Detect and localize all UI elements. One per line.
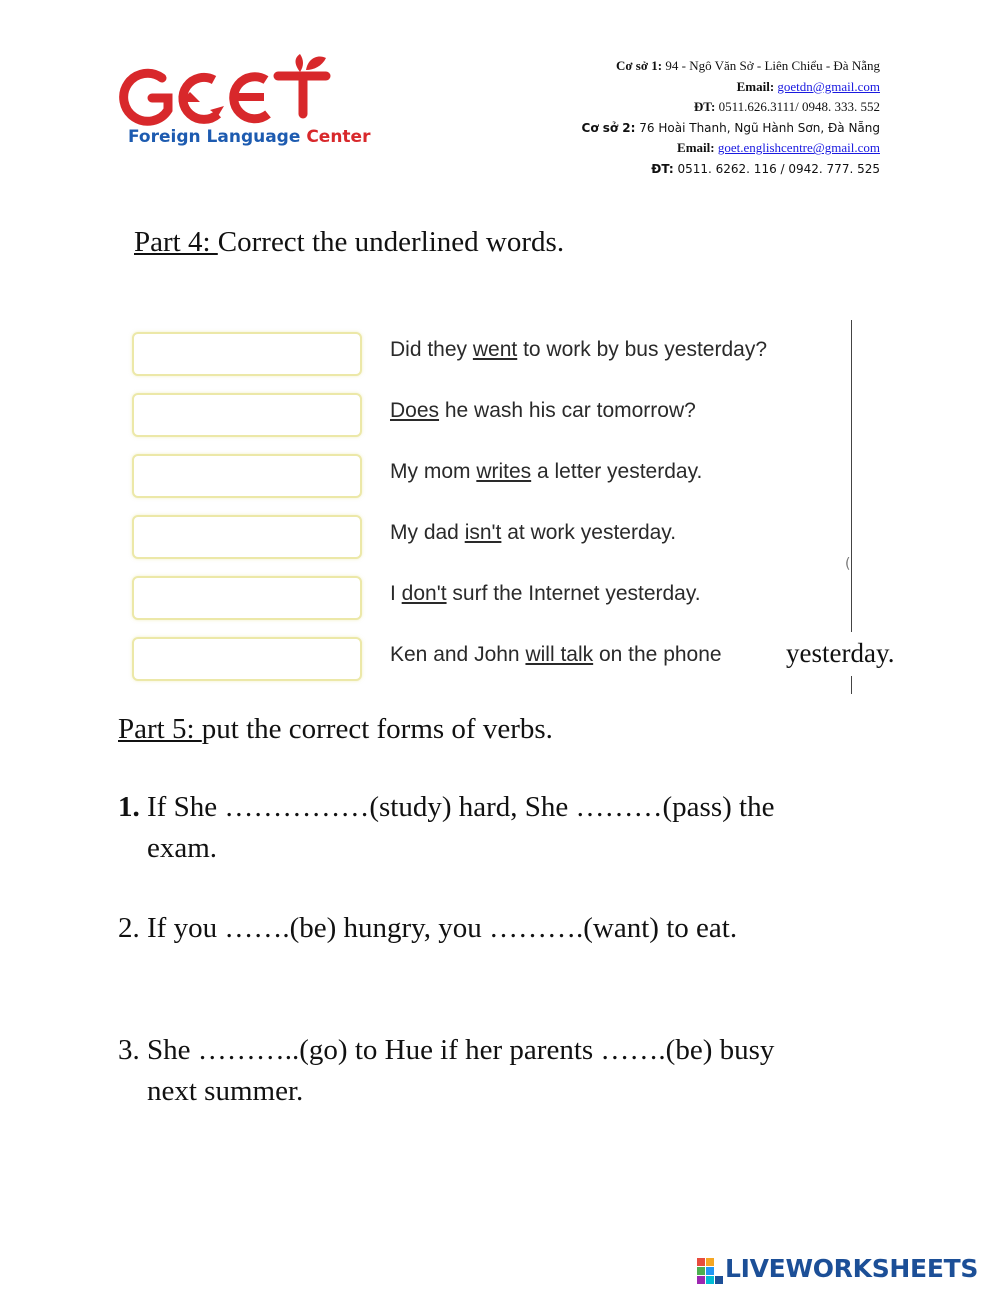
item-line-1: If She ……………(study) hard, She ………(pass) the — [147, 791, 775, 823]
logo-subtitle: Foreign Language Center — [128, 127, 371, 147]
exercise-row-4 — [130, 512, 850, 560]
answer-box-4[interactable] — [132, 515, 362, 559]
item-line-2: next summer. — [147, 1075, 304, 1107]
item-line-2: exam. — [147, 832, 218, 864]
verb-item-2 — [118, 908, 737, 949]
divider-line-bottom — [851, 676, 852, 694]
contact-line-6: ĐT: 0511. 6262. 116 / 0942. 777. 525 — [651, 161, 880, 176]
answer-box-1[interactable] — [132, 332, 362, 376]
sentence-6-tail: yesterday. — [786, 638, 895, 668]
sentence-3: My mom writes a letter yesterday. — [390, 460, 703, 483]
item-number: 1. — [118, 791, 140, 823]
contact-line-1: Cơ sở 1: 94 - Ngô Văn Sở - Liên Chiểu - Đà Nẵng — [615, 58, 880, 73]
answer-box-3[interactable] — [132, 454, 362, 498]
contact-line-2: Email: goetdn@gmail.com — [736, 78, 880, 94]
exercise-row-3 — [130, 451, 850, 499]
scan-mark: ( — [845, 556, 851, 572]
exercise-row-1 — [130, 329, 850, 377]
liveworksheets-logo-icon — [697, 1258, 723, 1284]
exercise-row-2 — [130, 390, 850, 438]
exercise-row-6 — [130, 634, 850, 682]
item-line-1: She ………..(go) to Hue if her parents …….(be) busy — [147, 1034, 775, 1066]
contact-line-4: Cơ sở 2: 76 Hoài Thanh, Ngũ Hành Sơn, Đà Nẵng — [581, 120, 880, 135]
divider-line — [851, 320, 852, 632]
contact-line-5: Email: goet.englishcentre@gmail.com — [677, 140, 880, 156]
sentence-6: Ken and John will talk on the phone — [390, 643, 722, 666]
answer-box-6[interactable] — [132, 637, 362, 681]
contact-line-3: ĐT: 0511.626.3111/ 0948. 333. 552 — [693, 99, 880, 115]
sentence-2: Does he wash his car tomorrow? — [390, 399, 696, 422]
answer-box-5[interactable] — [132, 576, 362, 620]
sentence-5: I don't surf the Internet yesterday. — [390, 582, 701, 605]
verb-item-1 — [118, 787, 774, 869]
item-number: 2. — [118, 912, 140, 944]
goet-logo-graphic — [118, 50, 371, 160]
goet-logo — [118, 50, 371, 160]
email-link-1[interactable]: goetdn@gmail.com — [777, 78, 880, 94]
verb-item-3 — [118, 1030, 774, 1112]
sentence-1: Did they went to work by bus yesterday? — [390, 338, 768, 361]
exercise-row-5 — [130, 573, 850, 621]
contact-info — [582, 56, 880, 180]
answer-box-2[interactable] — [132, 393, 362, 437]
email-link-2[interactable]: goet.englishcentre@gmail.com — [717, 140, 880, 156]
part4-title: Part 4: Correct the underlined words. — [134, 226, 565, 258]
item-line-1: If you …….(be) hungry, you ……….(want) to eat. — [147, 912, 738, 944]
liveworksheets-label: LIVEWORKSHEETS — [725, 1254, 979, 1283]
part5-title: Part 5: put the correct forms of verbs. — [118, 713, 553, 745]
sentence-4: My dad isn't at work yesterday. — [390, 521, 677, 544]
item-number: 3. — [118, 1034, 140, 1066]
